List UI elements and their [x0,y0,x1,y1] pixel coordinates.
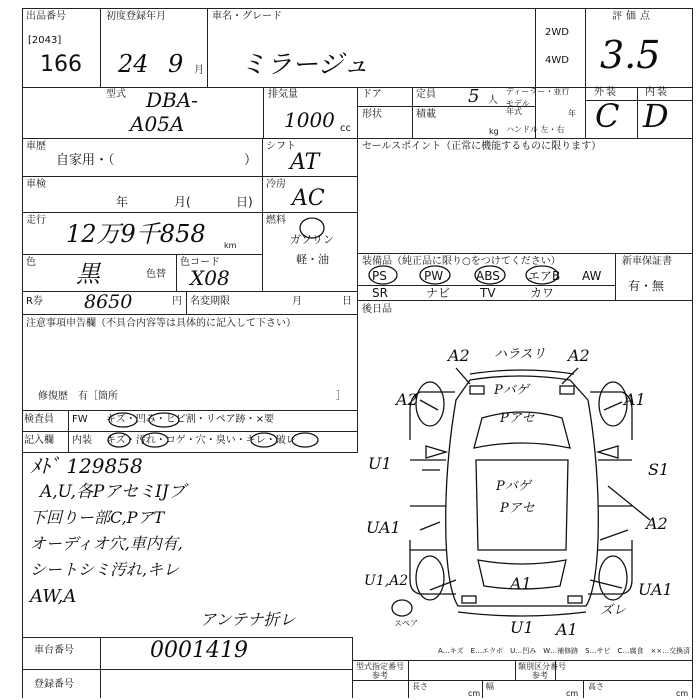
equip-item: AW [582,269,602,283]
disp-value: 1000 [284,108,335,132]
shaken-label: 車検 [26,179,46,190]
use-label: 車歴 [26,141,46,152]
dmg-label: U1 [368,454,392,473]
dmg-label: A1 [510,574,532,593]
recycle-label: R券 [26,296,43,307]
shape-label: 形状 [362,109,382,120]
shaken-month: 月( [174,195,191,209]
dmg-label: S1 [648,460,670,479]
recycle-value: 8650 [84,291,133,313]
chassis-label: 車台番号 [34,645,74,656]
record-label: 記入欄 [24,435,54,446]
dealer-label: ディーラー・並行 [506,87,570,96]
dmg-label: A1 [624,390,646,409]
load-unit: kg [489,127,499,136]
dmg-label: Pバゲ [494,383,529,398]
equip-item: カワ [530,286,555,300]
color-change-label: 色替 [146,269,166,280]
ac-value: AC [292,186,325,211]
ext-grade: C [595,97,620,135]
fw-items: キズ・凹み・ヒビ割・リペア跡・×要 [106,414,274,425]
legend: A…キズ E…エクボ U…凹み W…補修跡 S…サビ C…腐食 ××…交換済 [438,647,691,655]
color-code-label: 色コード [180,257,220,268]
shaken-year: 年 [116,195,129,209]
sales-point-label: セールスポイント（正常に機能するものに限ります） [362,141,602,152]
note-line: A,U,各PアセミIJブ [40,482,186,502]
class-sub: 参考 [532,671,548,680]
recycle-unit: 円 [172,296,182,307]
fuel-gasoline: ガソリン [290,233,334,246]
dmg-label: A2 [646,514,668,533]
shaken-day: 日) [236,195,253,209]
length-label: 長さ [412,682,428,691]
shift-label: シフト [266,141,296,152]
height-label: 高さ [588,682,604,691]
equip-item: エアB [528,269,561,283]
after-label: 後日品 [362,304,392,315]
interior-items: キズ・汚れ・コゲ・穴・臭い・キレ・破レ [106,435,296,446]
note-line: 下回りー部C,PアT [30,508,165,527]
dmg-label: Pアセ [500,411,535,426]
drive-2wd: 2WD [545,27,569,38]
capacity-label: 定員 [416,89,436,100]
dmg-label: Pバゲ [496,479,531,494]
equip-label: 装備品（純正品に限り○をつけてください） [362,256,561,267]
lot-sub: [2043] [28,35,62,46]
interior-label: 内装 [72,435,92,446]
dmg-label: ズレ [600,603,627,618]
dmg-label: A1 [556,620,578,639]
dmg-label: A2 [396,390,418,409]
ac-label: 冷房 [266,179,286,190]
reg-month: 9 [168,50,184,78]
dmg-label: UA1 [638,580,673,599]
model-code2: A05A [130,112,185,136]
model-code: DBA- [146,88,198,112]
year-unit: 年 [568,109,576,118]
score-value: 3.5 [600,33,661,77]
note-line: シートシミ汚れ,キレ [30,560,179,579]
door-label: ドア [362,89,382,100]
width-label: 幅 [486,682,494,691]
repair-close: ］ [336,391,346,402]
color-code: X08 [190,266,230,290]
warranty-label: 新車保証書 [622,256,672,267]
repair-label: 修復歴 有［箇所 [38,391,118,402]
mileage-label: 走行 [26,215,46,226]
reg-label: 初度登録年月 [106,11,166,22]
chassis-value: 0001419 [150,638,248,663]
reg-number-label: 登録番号 [34,679,74,690]
dmg-label: A2 [568,346,590,365]
cm-unit: cm [468,689,481,698]
model-label: 型式 [106,89,126,100]
equip-item: ABS [476,269,500,283]
spare-label: スペア [394,619,418,628]
equip-item: PW [424,269,444,283]
fw-label: FW [72,414,88,425]
capacity-value: 5 [468,86,480,107]
type-sub: 参考 [372,671,388,680]
int-grade: D [643,97,669,135]
lot-label: 出品番号 [26,11,66,22]
class-label: 類別区分番号 [518,662,566,671]
note-line: ﾒﾄﾞ 129858 [30,454,143,478]
fuel-label: 燃料 [266,215,286,226]
mileage-value: 12万9千858 [66,220,206,248]
score-label: 評価点 [612,11,654,22]
warranty-value: 有・無 [628,279,665,293]
ext-label: 外装 [594,87,618,98]
reg-year: 24 [118,50,149,78]
name-change-month: 月 [292,296,302,307]
model-year-label: モデル年式 [506,99,530,116]
note-line: オーディオ穴,車内有, [30,534,183,553]
name-change-day: 日 [342,296,352,307]
note-line: AW,A [30,586,77,607]
reg-month-unit: 月 [194,65,204,76]
cm-unit: cm [566,689,579,698]
name-label: 車名・グレード [212,11,282,22]
note-line: アンテナ折レ [200,610,296,629]
use-close: ） [244,153,258,168]
use-value: 自家用・（ [56,153,115,168]
dmg-label: ハラスリ [494,347,546,362]
capacity-unit: 人 [488,95,498,106]
dmg-label: U1,A2 [364,573,409,589]
int-label: 内装 [645,87,669,98]
car-name: ミラージュ [240,50,369,80]
dmg-label: Pアセ [500,501,535,516]
inspector-label: 検査員 [24,414,54,425]
dmg-label: UA1 [366,518,401,537]
dmg-label: U1 [510,618,534,637]
shift-value: AT [290,150,320,175]
fuel-diesel: 軽・油 [296,253,329,266]
drive-4wd: 4WD [545,55,569,66]
equip-item: PS [372,269,387,283]
color-label: 色 [26,257,36,268]
notes-label: 注意事項申告欄（不具合内容等は具体的に記入して下さい） [26,318,296,329]
equip-item: ナビ [426,286,451,300]
cm-unit: cm [676,689,689,698]
equip-item: TV [480,286,496,300]
dmg-label: A2 [448,346,470,365]
handle-label: ハンドル 左・右 [506,125,565,134]
name-change-label: 名変期限 [190,296,230,307]
lot-number: 166 [40,52,82,77]
disp-label: 排気量 [268,89,298,100]
color-value: 黒 [76,260,100,288]
equip-item: SR [372,286,388,300]
type-label: 型式指定番号 [356,662,404,671]
load-label: 積載 [416,109,436,120]
mileage-unit: km [224,241,237,250]
disp-unit: cc [340,123,351,134]
